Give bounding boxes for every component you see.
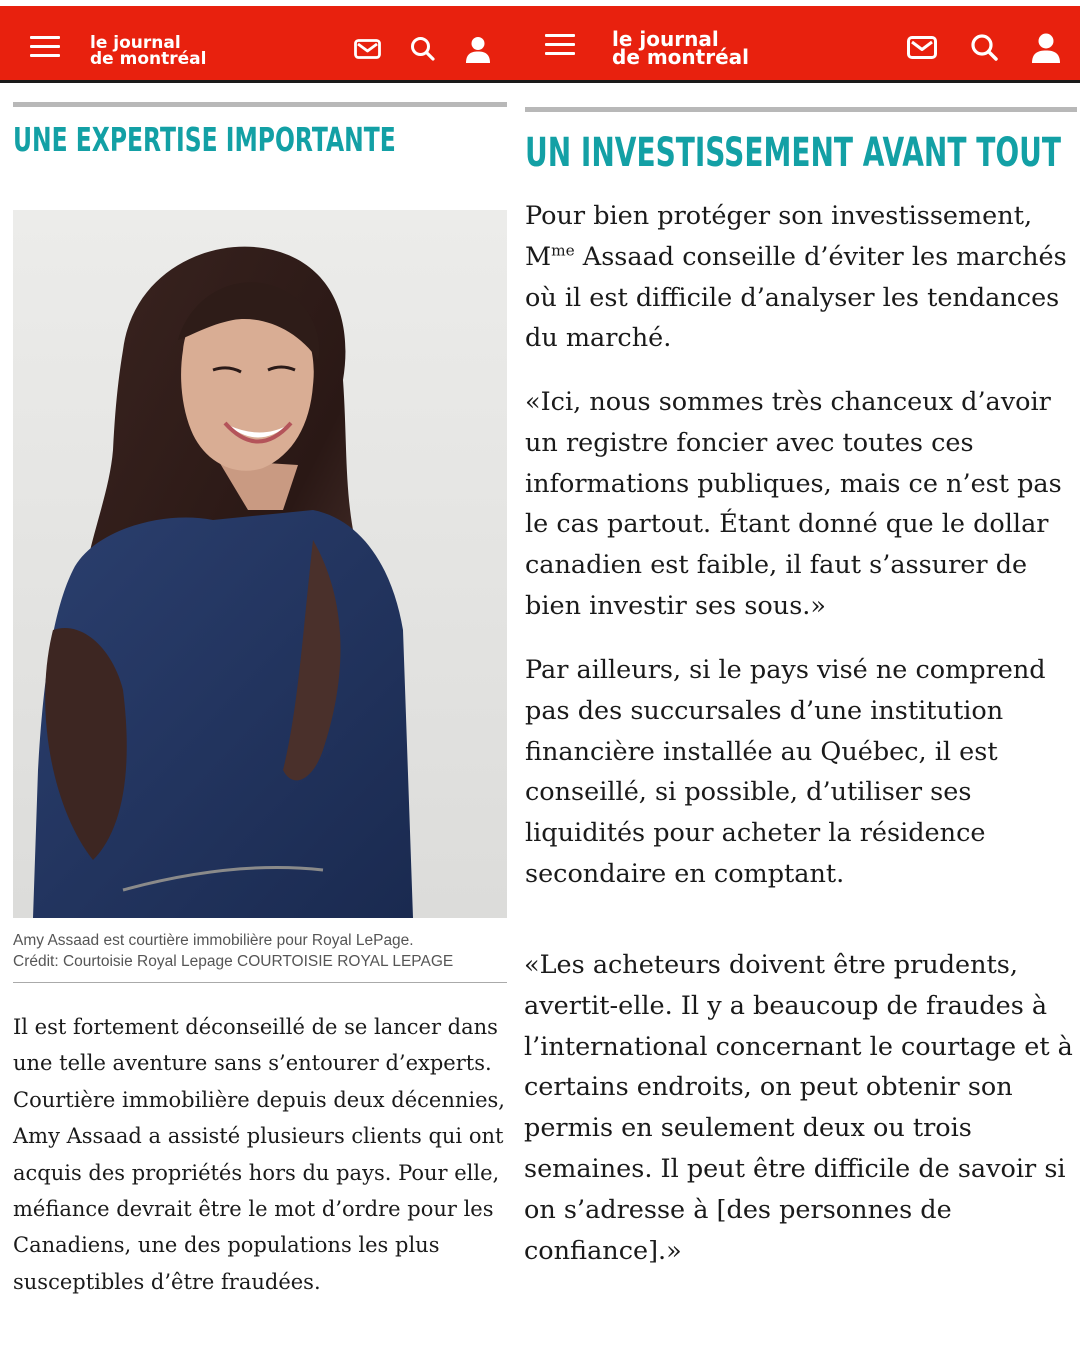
site-logo[interactable] bbox=[90, 35, 206, 67]
section-title: UN INVESTISSEMENT AVANT TOUT bbox=[525, 130, 1061, 176]
body-paragraph-3: Par ailleurs, si le pays visé ne comprend pas des succursales d’une institution financière installée au Québec, il est conseillé, si possible, d’utiliser ses liquidités pour acheter la résidence secondaire en comptant. bbox=[525, 655, 1046, 889]
logo-line2: de montréal bbox=[612, 45, 750, 69]
caption-line1: Amy Assaad est courtière immobilière pour Royal LePage. bbox=[13, 932, 414, 949]
body-paragraph-1 bbox=[525, 196, 1077, 359]
user-icon[interactable] bbox=[1030, 32, 1062, 63]
section-title: UNE EXPERTISE IMPORTANTE bbox=[13, 120, 396, 159]
site-header bbox=[0, 6, 512, 83]
section-rule bbox=[13, 102, 507, 107]
search-icon[interactable] bbox=[970, 33, 999, 62]
menu-icon[interactable] bbox=[30, 36, 60, 58]
logo-line2: de montréal bbox=[90, 49, 207, 69]
p1-superscript: me bbox=[551, 241, 575, 260]
site-header bbox=[512, 6, 1080, 83]
p1-end: Assaad conseille d’éviter les marchés où il est difficile d’analyser les tendances du marché. bbox=[525, 241, 1067, 354]
section-rule bbox=[525, 107, 1077, 112]
logo-line1: le journal bbox=[90, 33, 181, 53]
p1-start: Pour bien protéger son investissement, M bbox=[525, 201, 1033, 272]
menu-icon[interactable] bbox=[545, 34, 575, 56]
mail-icon[interactable] bbox=[354, 39, 381, 59]
site-logo[interactable] bbox=[612, 27, 750, 69]
logo-line1: le journal bbox=[612, 27, 719, 51]
body-paragraph-4: «Les acheteurs doivent être prudents, avertit-elle. Il y a beaucoup de fraudes à l’international concernant le courtage et à certains endroits, on peut obtenir son permis en seulement deux ou trois semaines. Il peut être difficile de savoir si on s’adresse à [des personnes de confiance].» bbox=[524, 950, 1073, 1266]
user-icon[interactable] bbox=[464, 35, 492, 63]
photo-caption bbox=[13, 930, 507, 972]
caption-line2: Crédit: Courtoisie Royal Lepage COURTOISIE ROYAL LEPAGE bbox=[13, 953, 454, 970]
woman-portrait-illustration bbox=[13, 210, 507, 918]
left-screenshot bbox=[0, 0, 512, 1350]
search-icon[interactable] bbox=[410, 36, 436, 62]
body-paragraph-2: «Ici, nous sommes très chanceux d’avoir un registre foncier avec toutes ces informations publiques, mais ce n’est pas le cas partout. Étant donné que le dollar canadien est faible, il faut s’assurer de bien investir ses sous.» bbox=[525, 387, 1062, 621]
portrait-photo[interactable] bbox=[13, 210, 507, 918]
right-screenshot bbox=[512, 0, 1080, 1350]
mail-icon[interactable] bbox=[907, 36, 937, 59]
body-paragraph: Il est fortement déconseillé de se lancer dans une telle aventure sans s’entourer d’experts. Courtière immobilière depuis deux décennies, Amy Assaad a assisté plusieurs clients qui ont acquis des propriétés hors du pays. Pour elle, méfiance devrait être le mot d’ordre pour les Canadiens, une des populations les plus susceptibles d’être fraudées. bbox=[13, 1015, 505, 1294]
caption-divider bbox=[13, 982, 507, 983]
